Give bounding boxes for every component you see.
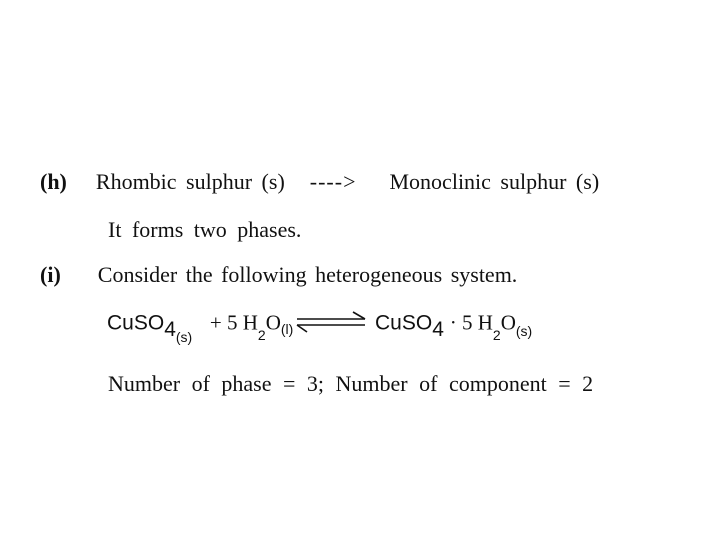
part-h-arrow: ---->	[309, 169, 357, 194]
part-h-label: (h)	[40, 169, 67, 194]
phase-component-summary: Number of phase = 3; Number of component = 2	[108, 371, 594, 396]
plus-water: + 5 H	[209, 310, 258, 335]
water-subscript: 2	[257, 326, 266, 343]
reaction-equation	[107, 310, 533, 345]
part-h-line	[40, 171, 599, 193]
part-i-line	[40, 264, 517, 286]
reactant-cuso-state: (s)	[175, 328, 193, 345]
product-water-oxygen: O	[500, 310, 516, 335]
reactant-cuso: CuSO	[107, 311, 165, 335]
part-i-label: (i)	[40, 262, 61, 287]
water-oxygen: O	[265, 310, 281, 335]
product-water-subscript: 2	[492, 326, 501, 343]
product-cuso: CuSO	[375, 311, 433, 335]
part-h-note: It forms two phases.	[108, 217, 302, 242]
product-state: (s)	[515, 322, 533, 339]
product-cuso-subscript: 4	[432, 317, 444, 341]
part-h-left-text: Rhombic sulphur (s)	[95, 169, 285, 194]
equilibrium-arrow-icon	[295, 310, 367, 334]
reactant-cuso-subscript: 4	[164, 317, 176, 341]
part-h-right-text: Monoclinic sulphur (s)	[389, 169, 600, 194]
product-water-prefix: · 5 H	[449, 310, 493, 335]
part-i-intro: Consider the following heterogeneous system.	[97, 262, 518, 287]
water-state: (l)	[280, 320, 294, 337]
